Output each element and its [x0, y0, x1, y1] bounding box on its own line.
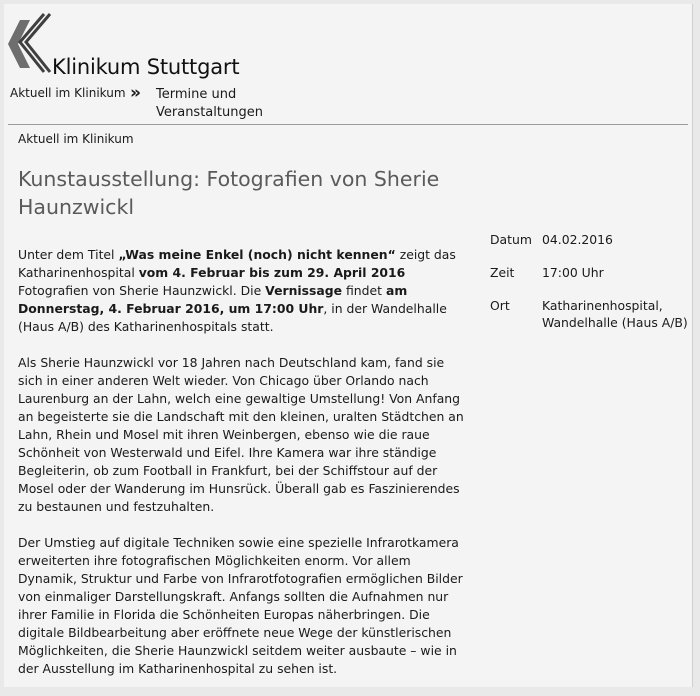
event-place-row: [490, 297, 690, 331]
intro-text: Fotografien von Sherie Haunzwickl. Die: [18, 283, 266, 298]
exhibition-title: „Was meine Enkel (noch) nicht kennen“: [118, 247, 396, 262]
event-info: [490, 231, 690, 347]
event-time-row: [490, 264, 690, 281]
breadcrumb-separator: »: [130, 83, 141, 103]
klinikum-chevron-logo-icon[interactable]: [8, 12, 52, 76]
event-time-value: 17:00 Uhr: [542, 265, 604, 280]
intro-text: Unter dem Titel: [18, 247, 119, 262]
exhibition-period: vom 4. Februar bis zum 29. April 2016: [138, 265, 406, 280]
article-paragraph-intro: [18, 246, 464, 336]
article-page: [4, 4, 693, 687]
vernissage-date: am Donnerstag, 4. Februar 2016, um 17:00 Uhr: [18, 283, 408, 316]
event-place-label: Ort: [490, 298, 510, 313]
breadcrumb-item-aktuell[interactable]: Aktuell im Klinikum: [10, 86, 126, 100]
header-divider: [8, 124, 688, 125]
intro-text: , in der Wandelhalle (Haus A/B) des Katharinenhospitals statt.: [18, 301, 447, 334]
site-header: [8, 12, 308, 78]
section-label: Aktuell im Klinikum: [18, 132, 134, 146]
vernissage-label: Vernissage: [265, 283, 343, 298]
article-paragraph-biography: Als Sherie Haunzwickl vor 18 Jahren nach Deutschland kam, fand sie sich in einer anderen Welt wieder. Von Chicago über Orlando nach Laurenburg an der Lahn, welch eine gewaltige Umstellung! Von Anfang an begeisterte sie die Landschaft mit den kleinen, uralten Städtchen an Lahn, Rhein und Mosel mit ihren Weinbergen, ebenso wie die raue Schönheit von Westerwald und Eifel. Ihre Kamera war ihre ständige Begleiterin, ob zum Football in Frankfurt, bei der Schiffstour auf der Mosel oder der Wanderung im Hunsrück. Überall gab es Faszinierendes zu bestaunen und festzuhalten.: [18, 355, 464, 514]
event-date-value: 04.02.2016: [542, 232, 613, 247]
article-body: [18, 246, 464, 696]
brand-name[interactable]: Klinikum Stuttgart: [52, 55, 240, 79]
intro-text: zeigt das Katharinenhospital: [18, 247, 456, 280]
event-place-value: Katharinenhospital, Wandelhalle (Haus A/B): [542, 298, 688, 330]
page-title: Kunstausstellung: Fotografien von Sherie Haunzwickl: [18, 167, 440, 219]
event-date-label: Datum: [490, 232, 532, 247]
breadcrumb-item-termine[interactable]: Termine und Veranstaltungen: [156, 87, 263, 120]
event-date-row: [490, 231, 690, 248]
intro-text: findet: [342, 283, 386, 298]
article-paragraph-technique: Der Umstieg auf digitale Techniken sowie eine spezielle Infrarotkamera erweiterten ihre fotografischen Möglichkeiten enorm. Vor allem Dynamik, Struktur und Farbe von Infrarotfotografien ermöglichen Bilder von einmaliger Darstellungskraft. Anfangs sollten die Aufnahmen nur ihrer Familie in Florida die Schönheiten Europas näherbringen. Die digitale Bildbearbeitung aber eröffnete neue Wege der künstlerischen Möglichkeiten, die Sherie Haunzwickl seitdem weiter ausbaute – wie in der Ausstellung im Katharinenhospital zu sehen ist.: [18, 535, 463, 676]
event-time-label: Zeit: [490, 265, 515, 280]
